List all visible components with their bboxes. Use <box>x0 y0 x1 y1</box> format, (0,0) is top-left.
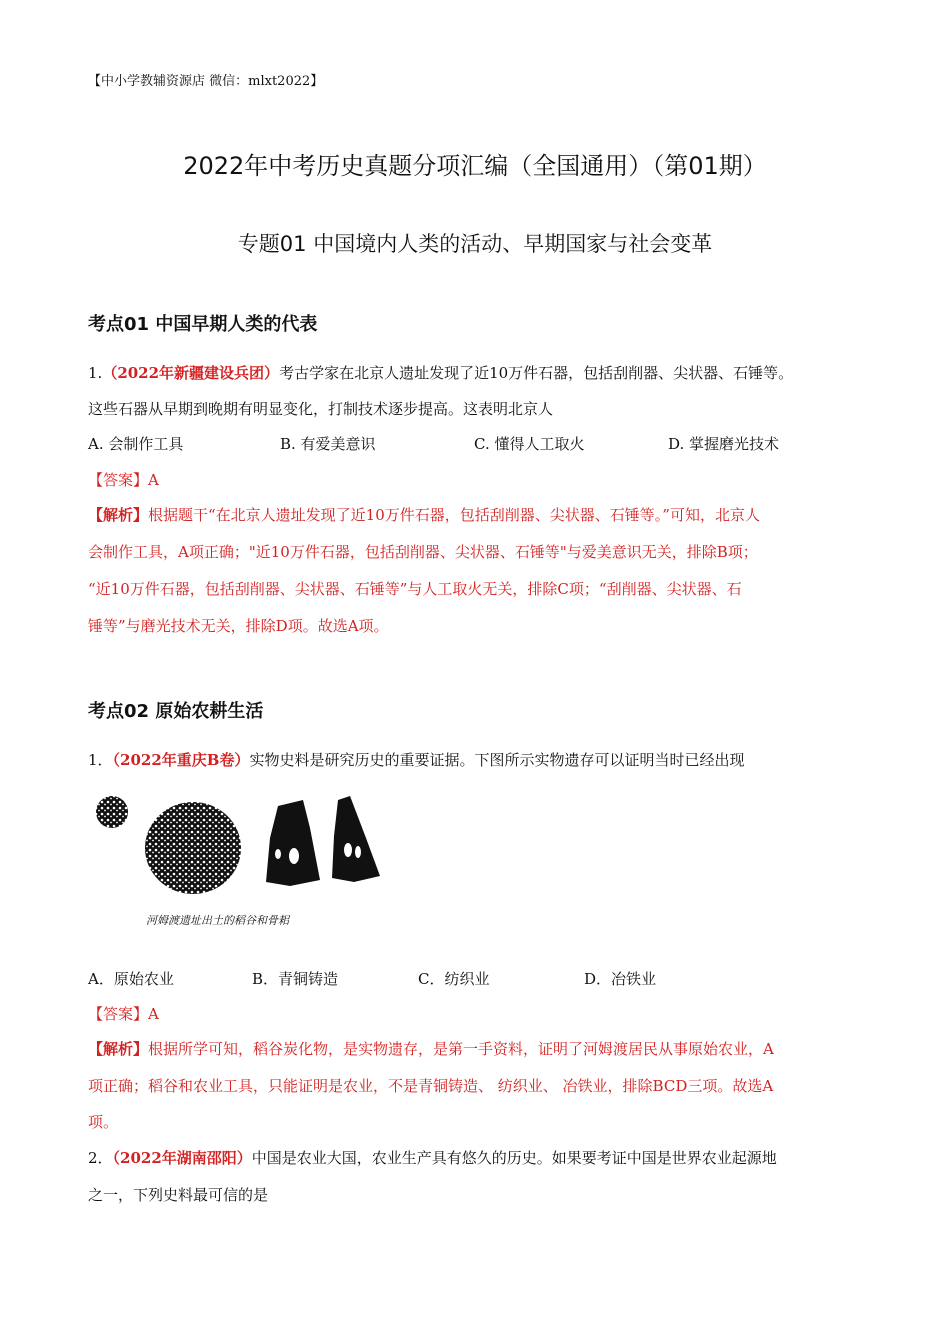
document-subtitle: 专题01 中国境内人类的活动、早期国家与社会变革 <box>237 232 713 256</box>
section-heading-2: 考点02 原始农耕生活 <box>88 701 264 722</box>
bone-spade-left <box>266 800 320 886</box>
analysis-line: 锤等”与磨光技术无关，排除D项。故选A项。 <box>88 617 389 635</box>
question-1-1-stem <box>88 362 793 383</box>
question-1-1-stem-cont: 这些石器从早期到晚期有明显变化，打制技术逐步提高。这表明北京人 <box>88 400 554 418</box>
analysis-text: 根据题干“在北京人遗址发现了近10万件石器，包括刮削器、尖状器、石锤等。”可知，北京人 <box>148 506 760 524</box>
answer: 【答案】A <box>88 1005 159 1023</box>
question-text: 实物史料是研究历史的重要证据。下图所示实物遗存可以证明当时已经出现 <box>249 751 745 769</box>
rice-grain-small <box>96 796 128 828</box>
question-2-2-stem-cont: 之一，下列史料最可信的是 <box>88 1186 269 1204</box>
analysis-line: 项正确；稻谷和农业工具，只能证明是农业，不是青铜铸造、 纺织业、 冶铁业，排除BCD三项。故选A <box>88 1077 774 1095</box>
analysis-line <box>88 504 760 525</box>
question-source: （2022年湖南邵阳） <box>112 1149 252 1167</box>
option-b: B. 有爱美意识 <box>280 435 376 453</box>
option-b: B．青铜铸造 <box>252 970 339 988</box>
question-source: （2022年重庆B卷） <box>112 751 250 769</box>
section-heading-1: 考点01 中国早期人类的代表 <box>88 314 318 335</box>
analysis-label: 【解析】 <box>88 1040 149 1058</box>
question-2-1-stem <box>88 749 745 770</box>
option-d: D．冶铁业 <box>584 970 657 988</box>
option-a: A．原始农业 <box>88 970 174 988</box>
question-number: 2． <box>88 1149 113 1167</box>
question-2-2-stem <box>88 1147 777 1168</box>
image-caption: 河姆渡遗址出土的稻谷和骨耜 <box>146 914 289 927</box>
question-number: 1. <box>88 364 103 382</box>
artifact-illustration <box>88 788 388 938</box>
option-c: C. 懂得人工取火 <box>474 435 585 453</box>
answer: 【答案】A <box>88 471 159 489</box>
option-d: D. 掌握磨光技术 <box>668 435 780 453</box>
rice-grain-cluster <box>145 802 241 894</box>
question-number: 1． <box>88 751 113 769</box>
question-text: 考古学家在北京人遗址发现了近10万件石器，包括刮削器、尖状器、石锤等。 <box>279 364 794 382</box>
analysis-line <box>88 1038 774 1059</box>
analysis-text: 根据所学可知，稻谷炭化物，是实物遗存，是第一手资料，证明了河姆渡居民从事原始农业，A <box>148 1040 774 1058</box>
header-note: 【中小学教辅资源店 微信：mlxt2022】 <box>88 74 324 89</box>
analysis-line: 会制作工具，A项正确；"近10万件石器，包括刮削器、尖状器、石锤等"与爱美意识无关，排除B项； <box>88 543 758 561</box>
analysis-line: 项。 <box>88 1113 119 1131</box>
question-source: （2022年新疆建设兵团） <box>102 364 280 382</box>
analysis-line: “近10万件石器，包括刮削器、尖状器、石锤等”与人工取火无关，排除C项；“刮削器、尖状器、石 <box>88 580 742 598</box>
option-a: A. 会制作工具 <box>88 435 184 453</box>
option-c: C．纺织业 <box>418 970 490 988</box>
question-text: 中国是农业大国，农业生产具有悠久的历史。如果要考证中国是世界农业起源地 <box>251 1149 777 1167</box>
bone-spade-right <box>332 796 380 882</box>
analysis-label: 【解析】 <box>88 506 149 524</box>
document-title: 2022年中考历史真题分项汇编（全国通用）（第01期） <box>183 152 767 180</box>
